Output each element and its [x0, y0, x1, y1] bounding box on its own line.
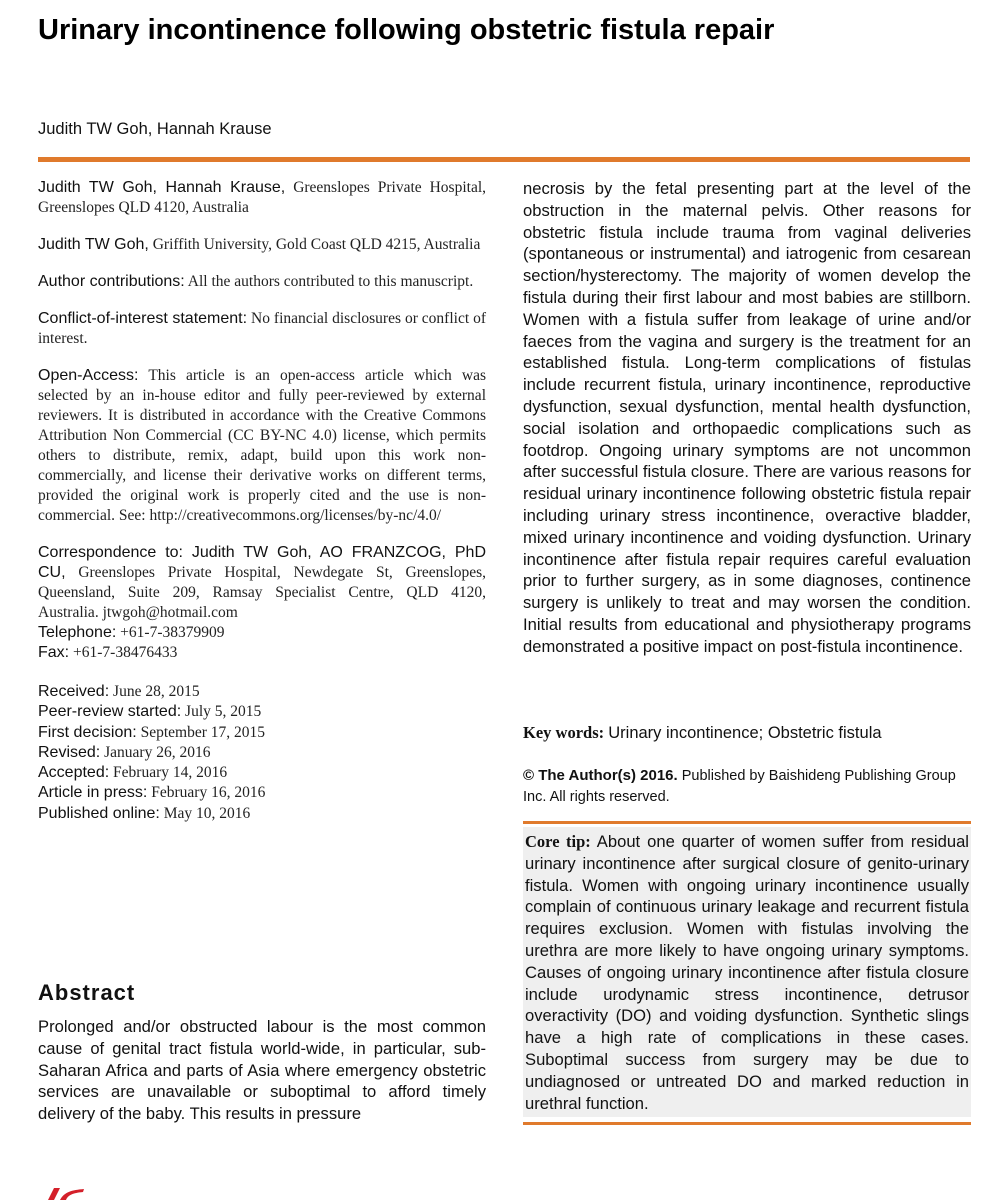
- core-tip-bottom-rule: [523, 1122, 971, 1125]
- date-label: Peer-review started:: [38, 703, 182, 721]
- core-tip-label: Core tip:: [525, 832, 591, 851]
- conflict-statement: [38, 309, 486, 349]
- conflict-text: No financial disclosures or conflict of interest.: [38, 310, 487, 347]
- core-tip-text: About one quarter of women suffer from residual urinary incontinence after surgical closure of genito-urinary fistula. Women with ongoing urinary incontinence usually complain of continuous urinary leakage and recurrent fistula requires exclusion. Women with fistulas involving the urethra are more likely to have ongoing urinary symptoms. Causes of ongoing urinary incontinence after fistula closure include urodynamic stress incontinence, detrusor overactivity (DO) and voiding dysfunction. Synthetic slings have a high rate of complications in these cases. Suboptimal success from surgery may be due to undiagnosed or untreated DO and marked reduction in urethral function.: [525, 832, 969, 1113]
- affiliation-2: [38, 235, 486, 255]
- date-label: First decision:: [38, 723, 137, 741]
- date-received: [38, 682, 486, 702]
- date-label: Received:: [38, 683, 110, 700]
- correspondence-address: Greenslopes Private Hospital, Newdegate St, Greenslopes, Queensland, Suite 209, Ramsay Specialist Centre, QLD 4120, Australia. jtwgoh@hotmail.com: [38, 564, 487, 621]
- affiliation-1-label: Judith TW Goh, Hannah Krause,: [38, 179, 286, 196]
- date-label: Accepted:: [38, 764, 110, 782]
- abstract-text-left: Prolonged and/or obstructed labour is the most common cause of genital tract fistula world-wide, in particular, sub-Saharan Africa and parts of Asia where emergency obstetric services are unavailable or suboptimal to afford timely delivery of the baby. This results in pressure: [38, 1017, 486, 1124]
- date-in-press: [38, 783, 486, 803]
- date-revised: [38, 743, 486, 763]
- date-published: [38, 804, 486, 824]
- affiliation-1-text: Greenslopes Private Hospital, Greenslopes QLD 4120, Australia: [38, 179, 487, 216]
- date-label: Article in press:: [38, 784, 148, 802]
- open-access-statement: [38, 366, 486, 526]
- date-value: February 14, 2016: [113, 764, 228, 782]
- open-access-label: Open-Access:: [38, 367, 139, 384]
- author-contributions: [38, 272, 486, 292]
- affiliation-2-label: Judith TW Goh,: [38, 236, 149, 253]
- copyright-notice: [523, 765, 971, 808]
- abstract-continued-column: [523, 178, 971, 658]
- date-value: July 5, 2015: [185, 703, 262, 721]
- contributions-text: All the authors contributed to this manuscript.: [187, 273, 474, 290]
- date-value: May 10, 2016: [163, 804, 251, 822]
- date-value: September 17, 2015: [140, 723, 265, 741]
- fax-label: Fax:: [38, 644, 70, 661]
- article-title: Urinary incontinence following obstetric fistula repair: [38, 14, 775, 46]
- publisher-logo-icon: [40, 1186, 90, 1200]
- contributions-label: Author contributions:: [38, 273, 185, 290]
- copyright-text: Published by Baishideng Publishing Group Inc. All rights reserved.: [523, 768, 956, 805]
- date-value: February 16, 2016: [151, 784, 266, 802]
- copyright-holder: © The Author(s) 2016.: [523, 767, 678, 784]
- affiliation-2-text: Griffith University, Gold Coast QLD 4215, Australia: [152, 236, 481, 253]
- abstract-heading: Abstract: [38, 980, 136, 1005]
- abstract-text-right: necrosis by the fetal presenting part at the level of the obstruction in the maternal pelvis. Other reasons for obstetric fistula include trauma from vaginal deliveries (spontaneous or instrumental) and iatrogenic from cesarean section/hysterectomy. The majority of women develop the fistula during their first labour and most babies are stillborn. Women with a fistula suffer from leakage of urine and/or faeces from the vagina and surgery is the treatment for an established fistula. Long-term complications of fistulas include recurrent fistula, urinary incontinence, reproductive dysfunction, sexual dysfunction, mental health dysfunction, social isolation and orthopaedic complications such as footdrop. Ongoing urinary symptoms are not uncommon after successful fistula closure. There are various reasons for residual urinary incontinence following obstetric fistula repair including urinary stress incontinence, overactive bladder, mixed urinary incontinence and voiding dysfunction. Urinary incontinence after fistula repair requires careful evaluation prior to further surgery, as in some diagnoses, continence surgery is unlikely to treat and may worsen the condition. Initial results from educational and physiotherapy programs demonstrated a positive impact on post-fistula incontinence.: [523, 179, 971, 656]
- date-value: June 28, 2015: [113, 683, 200, 700]
- correspondence-label: Correspondence to: Judith TW Goh, AO FRANZCOG, PhD CU,: [38, 544, 486, 581]
- date-first-decision: [38, 723, 486, 743]
- date-value: January 26, 2016: [104, 743, 211, 761]
- affiliation-1: [38, 178, 486, 218]
- core-tip-top-rule: [523, 821, 971, 824]
- date-label: Revised:: [38, 743, 101, 761]
- date-label: Published online:: [38, 804, 160, 822]
- conflict-label: Conflict-of-interest statement:: [38, 310, 248, 327]
- core-tip-paragraph: [525, 831, 969, 1114]
- date-peer-review: [38, 702, 486, 722]
- keywords-text: Urinary incontinence; Obstetric fistula: [608, 724, 882, 742]
- header-divider: [38, 157, 970, 162]
- keywords-label: Key words:: [523, 723, 605, 742]
- telephone-number: +61-7-38379909: [120, 624, 225, 641]
- telephone-label: Telephone:: [38, 624, 117, 641]
- author-list: Judith TW Goh, Hannah Krause: [38, 120, 272, 138]
- open-access-text: This article is an open-access article which was selected by an in-house editor and fully peer-reviewed by external reviewers. It is distributed in accordance with the Creative Commons Attribution Non Commercial (CC BY-NC 4.0) license, which permits others to distribute, remix, adapt, build upon this work non-commercially, and license their derivative works on different terms, provided the original work is properly cited and the use is non-commercial. See: http://creativecommons.org/licenses/by-nc/4.0/: [38, 367, 486, 524]
- history-dates: [38, 682, 486, 824]
- date-accepted: [38, 763, 486, 783]
- keywords: [523, 722, 882, 744]
- core-tip-box: [523, 827, 971, 1117]
- article-info-column: [38, 178, 486, 824]
- correspondence: [38, 543, 486, 663]
- fax-number: +61-7-38476433: [73, 644, 178, 661]
